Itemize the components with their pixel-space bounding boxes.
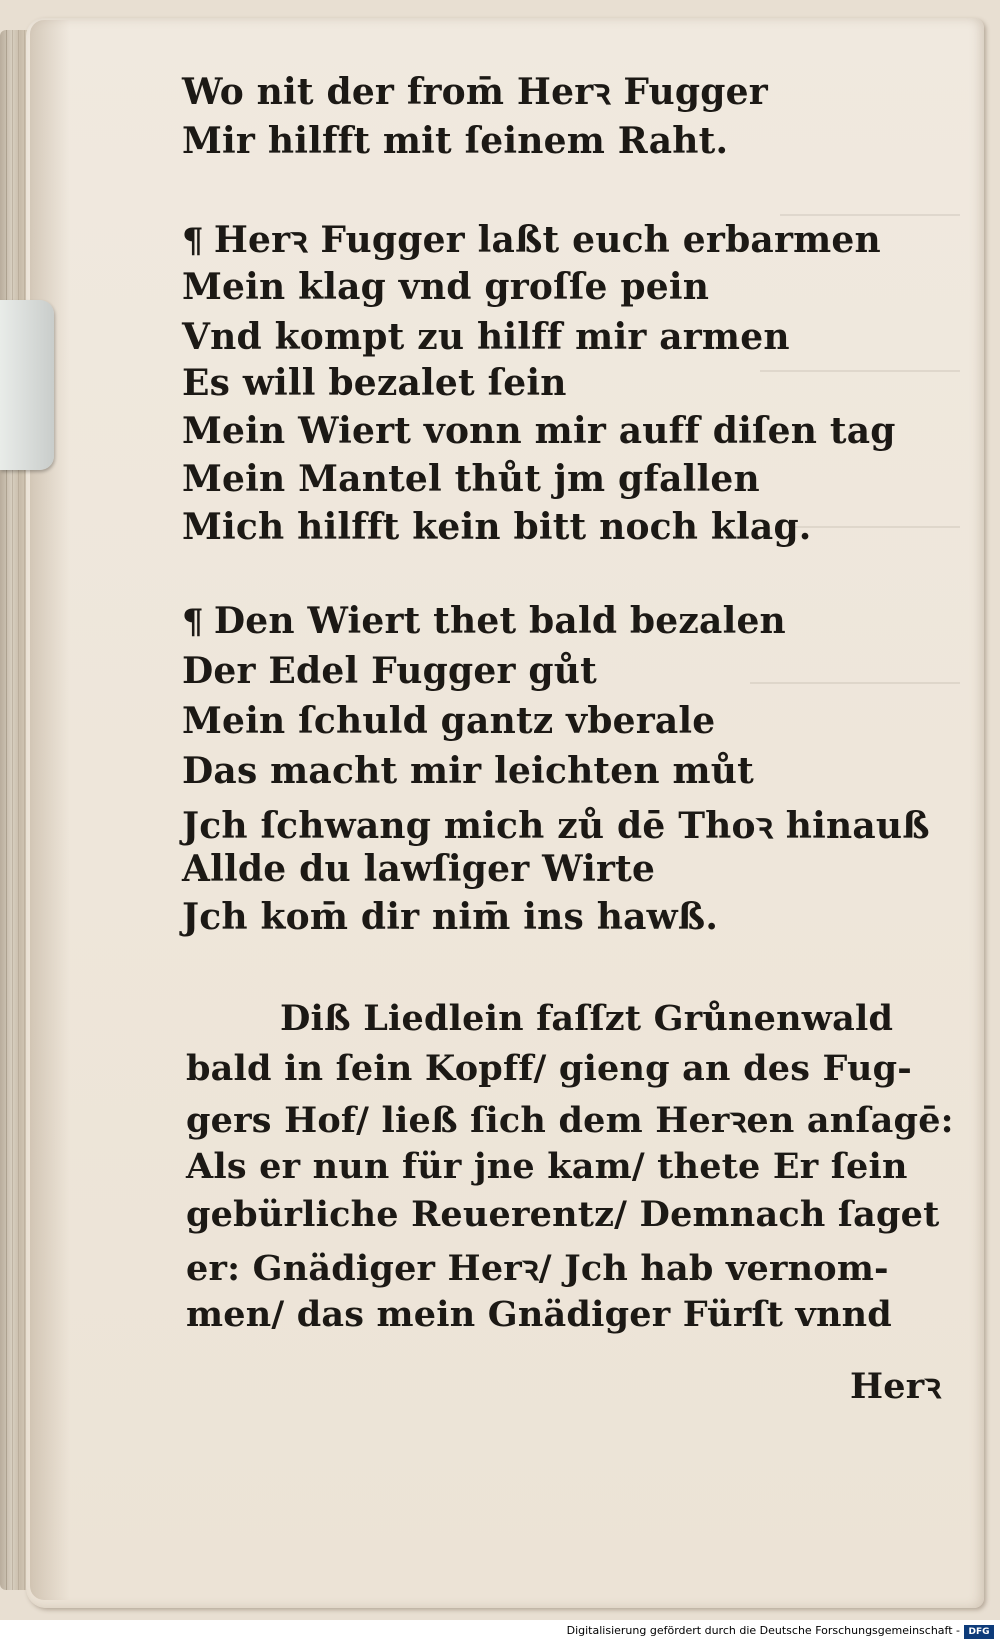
dfg-logo: DFG xyxy=(964,1625,994,1639)
verse-line-text: Den Wiert thet bald bezalen xyxy=(213,600,786,642)
pilcrow-mark: ¶ xyxy=(182,221,204,261)
prose-line: Diß Liedlein faſſzt Grůnenwald xyxy=(280,998,894,1039)
page-tab-marker xyxy=(0,300,54,470)
prose-line: gers Hof/ ließ ſich dem Herꝛen anſagē: xyxy=(186,1100,954,1141)
verse-line: Der Edel Fugger gůt xyxy=(182,650,597,692)
pilcrow-mark: ¶ xyxy=(182,602,204,642)
verse-line: Mein Wiert vonn mir auff diſen tag xyxy=(182,410,896,452)
verse-line xyxy=(182,600,786,642)
verse-line-text: Herꝛ Fugger laßt euch erbarmen xyxy=(213,219,881,261)
verse-line: Das macht mir leichten můt xyxy=(182,750,754,792)
prose-line: bald in ſein Kopff/ gieng an des Fug- xyxy=(186,1048,912,1089)
verse-line: Allde du lawſiger Wirte xyxy=(182,848,656,890)
gutter-shadow xyxy=(30,20,70,1600)
verse-line: Es will bezalet ſein xyxy=(182,362,567,404)
funding-credit: Digitalisierung gefördert durch die Deutsche Forschungsgemeinschaft - xyxy=(566,1624,960,1637)
prose-line: men/ das mein Gnädiger Fürſt vnnd xyxy=(186,1294,892,1335)
verse-line: Vnd kompt zu hilff mir armen xyxy=(182,316,790,358)
footer-bar xyxy=(0,1620,1000,1646)
verse-line: Mein Mantel thůt jm gfallen xyxy=(182,458,760,500)
verse-line: Mir hilfft mit ſeinem Raht. xyxy=(182,120,729,162)
verse-line: Mich hilfft kein bitt noch klag. xyxy=(182,506,812,548)
verse-line: Wo nit der from̄ Herꝛ Fugger xyxy=(182,71,768,113)
verse-line: Mein ſchuld gantz vberale xyxy=(182,700,716,742)
verse-line xyxy=(182,214,881,263)
verse-line: Mein klag vnd groſſe pein xyxy=(182,266,710,308)
prose-line: Als er nun für jne kam/ thete Er ſein xyxy=(186,1146,908,1187)
verse-line: Jch kom̄ dir nim̄ ins hawß. xyxy=(182,896,719,938)
prose-line: gebürliche Reuerentz/ Demnach ſaget xyxy=(186,1194,940,1235)
verse-line: Jch ſchwang mich zů dē Thoꝛ hinauß xyxy=(182,805,930,847)
catchword: Herꝛ xyxy=(850,1366,942,1407)
prose-line: er: Gnädiger Herꝛ/ Jch hab vernom- xyxy=(186,1248,889,1289)
